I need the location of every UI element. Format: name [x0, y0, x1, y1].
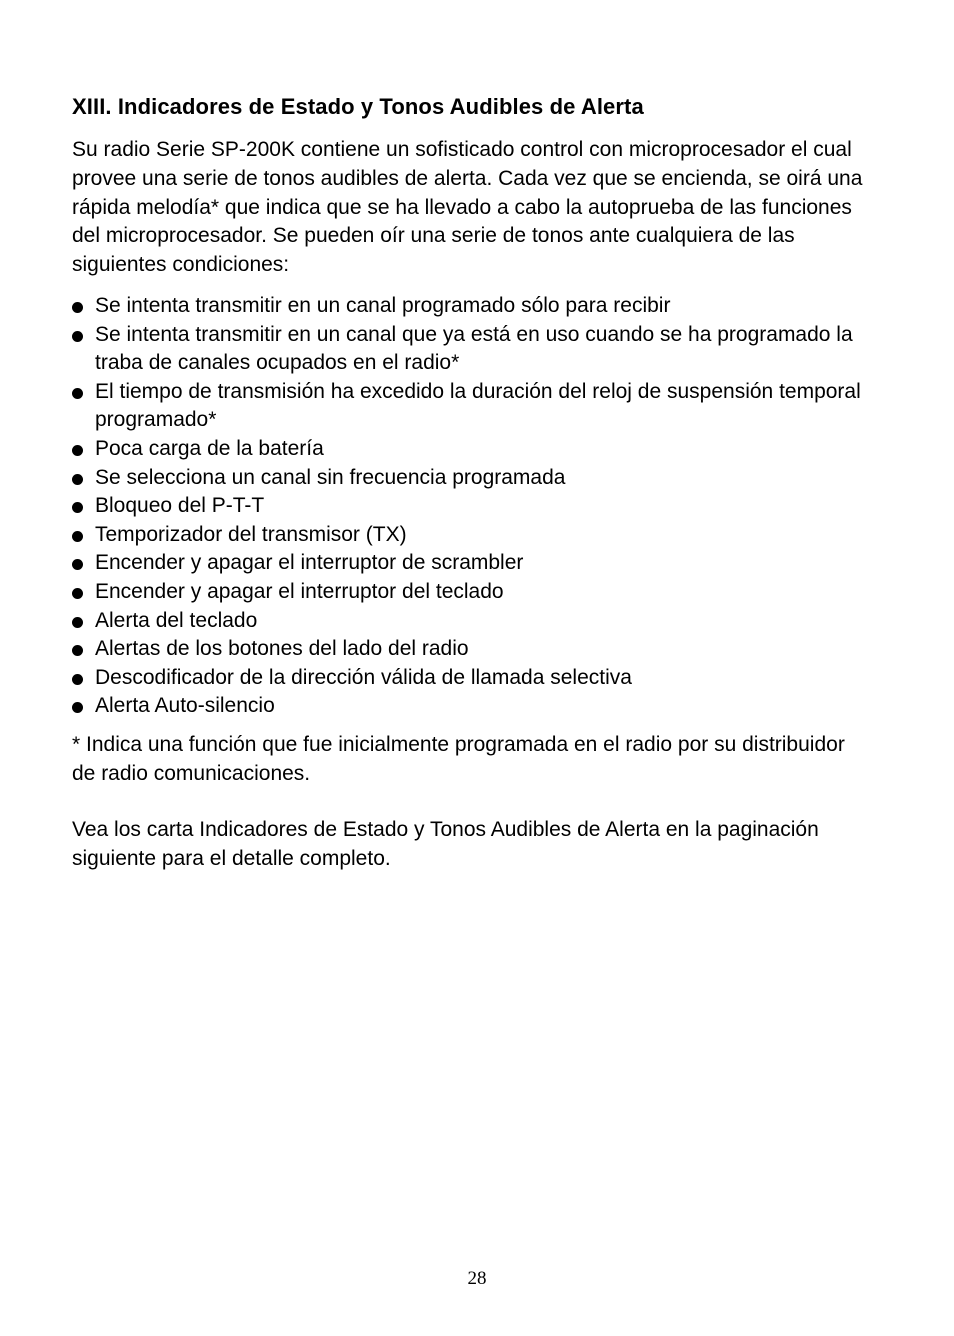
list-item-text: Poca carga de la batería — [95, 436, 324, 460]
bullet-icon — [72, 302, 83, 313]
list-item — [72, 521, 872, 550]
page-number: 28 — [467, 1268, 487, 1289]
bullet-icon — [72, 445, 83, 456]
bullet-icon — [72, 502, 83, 513]
list-item — [72, 692, 872, 721]
list-item — [72, 492, 872, 521]
list-item-text: Se intenta transmitir en un canal que ya está en uso cuando se ha programado la traba de canales ocupados en el radio* — [95, 322, 853, 375]
bullet-icon — [72, 588, 83, 599]
list-item-text: Bloqueo del P-T-T — [95, 494, 265, 518]
list-item-text: Encender y apagar el interruptor de scrambler — [95, 551, 524, 575]
list-item — [72, 435, 872, 464]
list-item — [72, 578, 872, 607]
list-item — [72, 664, 872, 693]
bullet-icon — [72, 388, 83, 399]
bullet-icon — [72, 331, 83, 342]
list-item-text: Se intenta transmitir en un canal programado sólo para recibir — [95, 293, 671, 317]
list-item — [72, 635, 872, 664]
list-item — [72, 549, 872, 578]
list-item — [72, 292, 872, 321]
bullet-icon — [72, 617, 83, 628]
section-title: XIII. Indicadores de Estado y Tonos Audibles de Alerta — [72, 94, 644, 119]
footnote-paragraph: * Indica una función que fue inicialmente programada en el radio por su distribuidor de radio comunicaciones. — [72, 732, 845, 785]
bullet-icon — [72, 474, 83, 485]
bullet-icon — [72, 702, 83, 713]
bullet-icon — [72, 674, 83, 685]
bullet-icon — [72, 531, 83, 542]
list-item-text: Alerta del teclado — [95, 608, 258, 632]
intro-paragraph: Su radio Serie SP-200K contiene un sofisticado control con microprocesador el cual provee una serie de tonos audibles de alerta. Cada vez que se encienda, se oirá una rápida melodía* que indica que se ha llevado a cabo la autoprueba de las funciones del microprocesador. Se pueden oír una serie de tonos ante cualquiera de las siguientes condiciones: — [72, 138, 863, 277]
list-item-text: Descodificador de la dirección válida de llamada selectiva — [95, 665, 632, 689]
list-item — [72, 321, 872, 378]
closing-paragraph: Vea los carta Indicadores de Estado y Tonos Audibles de Alerta en la paginación siguiente para el detalle completo. — [72, 818, 819, 871]
bullet-icon — [72, 645, 83, 656]
conditions-list — [72, 292, 872, 721]
list-item-text: Alertas de los botones del lado del radio — [95, 637, 469, 661]
list-item — [72, 464, 872, 493]
list-item — [72, 378, 872, 435]
list-item-text: El tiempo de transmisión ha excedido la duración del reloj de suspensión temporal programado* — [95, 379, 861, 432]
document-page — [72, 92, 872, 874]
bullet-icon — [72, 559, 83, 570]
list-item-text: Se selecciona un canal sin frecuencia programada — [95, 465, 566, 489]
list-item — [72, 607, 872, 636]
list-item-text: Alerta Auto-silencio — [95, 694, 275, 718]
list-item-text: Encender y apagar el interruptor del teclado — [95, 579, 504, 603]
list-item-text: Temporizador del transmisor (TX) — [95, 522, 407, 546]
